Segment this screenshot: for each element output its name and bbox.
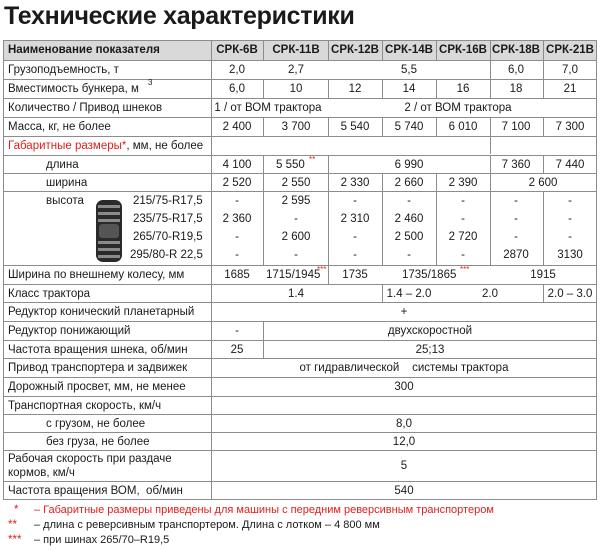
cell-value: 5,5 (401, 64, 417, 76)
grid-line (328, 117, 329, 136)
header-param: Наименование показателя (8, 44, 160, 56)
grid-line (211, 40, 212, 499)
cell-value: - (514, 231, 518, 243)
grid-line (3, 173, 597, 174)
grid-line (3, 98, 597, 99)
cell-value: 2.0 (482, 288, 498, 300)
grid-line (490, 191, 491, 265)
cell-value: 6,0 (508, 64, 524, 76)
row-label-empty: без груза, не более (46, 436, 150, 448)
grid-line (436, 191, 437, 265)
cell-value: - (568, 213, 572, 225)
cell-value: 1715/1945 (266, 269, 321, 281)
cell-value: 1735 (342, 269, 368, 281)
grid-line (3, 377, 597, 378)
cell-value: 5 540 (340, 121, 370, 133)
row-label-auger-speed: Частота вращения шнека, об/мин (8, 344, 188, 356)
row-label-conveyor: Привод транспортера и задвижек (8, 362, 188, 374)
tire-icon (96, 200, 122, 262)
cell-value: - (568, 195, 572, 207)
grid-line (382, 117, 383, 136)
header-model: СРК-18В (492, 44, 540, 56)
row-label-loaded: с грузом, не более (46, 418, 146, 430)
cell-value: 5 (400, 460, 408, 472)
grid-line (3, 136, 597, 137)
grid-line (3, 302, 597, 303)
tire-tread (98, 212, 120, 215)
cell-value: 5 550 (276, 159, 305, 171)
page-title: Технические характеристики (4, 2, 355, 30)
footnote-mark: * (121, 140, 127, 152)
grid-line (3, 414, 597, 415)
cell-value: 7 440 (555, 159, 585, 171)
grid-line (3, 340, 597, 341)
grid-line (543, 191, 544, 265)
grid-line (263, 117, 264, 136)
grid-line (436, 79, 437, 98)
cell-value: 2 550 (281, 177, 311, 189)
tire-tread (98, 241, 120, 244)
cell-value: - (407, 249, 411, 261)
grid-line (436, 40, 437, 60)
row-label-work-speed: Рабочая скорость при раздаче (8, 453, 172, 465)
grid-line (382, 79, 383, 98)
dims-label-rest: , мм, не более (126, 140, 204, 152)
header-model: СРК-21В (546, 44, 594, 56)
grid-line (3, 40, 4, 499)
header-model: СРК-11В (272, 44, 320, 56)
cell-value: 8,0 (396, 418, 412, 430)
cell-value: 18 (509, 83, 523, 95)
cell-value: - (235, 231, 239, 243)
cell-value: 300 (394, 381, 414, 393)
cell-value: 540 (394, 485, 414, 497)
cell-value: двухскоростной (387, 325, 473, 337)
row-label-width: ширина (46, 177, 88, 189)
cell-value: - (568, 231, 572, 243)
cell-value: - (294, 249, 298, 261)
cell-value: + (400, 306, 408, 318)
grid-line (328, 155, 329, 173)
grid-line (543, 60, 544, 98)
cell-value: 21 (563, 83, 577, 95)
tire-tread (98, 255, 120, 258)
cell-value: - (353, 231, 357, 243)
grid-line (490, 155, 491, 173)
cell-value: 3130 (557, 249, 583, 261)
grid-line (3, 79, 597, 80)
cell-value: - (235, 325, 239, 337)
cell-value: 6,0 (229, 83, 245, 95)
cell-value: 2 / от ВОМ трактора (404, 102, 512, 114)
grid-line (3, 40, 597, 41)
tire-size: 235/75-R17,5 (133, 213, 203, 225)
cell-value: 2 310 (340, 213, 370, 225)
row-label-tractor-class: Класс трактора (8, 288, 91, 300)
grid-line (490, 117, 491, 154)
grid-line (596, 40, 597, 499)
cell-value: 4 100 (222, 159, 252, 171)
grid-line (3, 117, 597, 118)
grid-line (543, 284, 544, 302)
tire-tread (98, 248, 120, 251)
grid-line (3, 396, 597, 397)
row-label-capacity: Грузоподъемность, т (8, 64, 119, 76)
cell-value: - (461, 213, 465, 225)
cell-value: 1735/1865 (402, 269, 457, 281)
cell-value: 25;13 (415, 344, 445, 356)
grid-line (543, 155, 544, 173)
footnote-mark: ** (309, 155, 316, 164)
tire-tread (98, 205, 120, 208)
cell-value: 12,0 (392, 436, 416, 448)
footnote-text: – Габаритные размеры приведены для машины с передним реверсивным транспортером (34, 504, 494, 516)
tire-size: 265/70-R19,5 (133, 231, 203, 243)
header-model: СРК-12В (331, 44, 379, 56)
grid-line (490, 173, 491, 191)
cell-value: 2 330 (340, 177, 370, 189)
cell-value: 7 100 (501, 121, 531, 133)
grid-line (3, 481, 597, 482)
superscript: 3 (148, 78, 153, 87)
cell-value: - (407, 195, 411, 207)
header-model: СРК-6В (216, 44, 258, 56)
cell-value: 1.4 – 2.0 (386, 288, 432, 300)
cell-value: 12 (348, 83, 362, 95)
cell-value: 2,7 (288, 64, 304, 76)
grid-line (3, 432, 597, 433)
row-label-pto: Частота вращения ВОМ, об/мин (8, 485, 183, 497)
grid-line (3, 60, 597, 61)
grid-line (382, 284, 383, 302)
grid-line (263, 321, 264, 358)
cell-value: 7,0 (562, 64, 578, 76)
grid-line (382, 191, 383, 265)
cell-value: 1915 (530, 269, 556, 281)
cell-value: 1 / от ВОМ трактора (214, 102, 322, 114)
footnote-mark: ** (8, 519, 17, 531)
grid-line (382, 173, 383, 191)
grid-line (436, 173, 437, 191)
cell-value: 2 500 (394, 231, 424, 243)
cell-value: 2 360 (222, 213, 252, 225)
grid-line (3, 155, 597, 156)
grid-line (328, 40, 329, 60)
cell-value: 1.4 (288, 288, 304, 300)
cell-value: 5 740 (394, 121, 424, 133)
grid-line (263, 155, 264, 265)
cell-value: 1685 (224, 269, 250, 281)
footnote-mark: *** (317, 265, 327, 274)
cell-value: 3 700 (281, 121, 311, 133)
cell-value: 7 300 (555, 121, 585, 133)
grid-line (263, 79, 264, 98)
row-label-planetary: Редуктор конический планетарный (8, 306, 195, 318)
row-label-drive: Количество / Привод шнеков (8, 102, 163, 114)
cell-value: 2 520 (222, 177, 252, 189)
cell-value: 6 990 (394, 159, 424, 171)
grid-line (543, 117, 544, 136)
row-label-wheel-width: Ширина по внешнему колесу, мм (8, 269, 185, 281)
grid-line (436, 117, 437, 136)
header-model: СРК-14В (385, 44, 433, 56)
footnote-mark: *** (8, 534, 22, 546)
cell-value: - (353, 249, 357, 261)
cell-value: 2 460 (394, 213, 424, 225)
row-label-mass: Масса, кг, не более (8, 121, 111, 133)
footnote-text: – длина с реверсивным транспортером. Длина с лотком – 4 800 мм (34, 519, 380, 531)
grid-line (543, 40, 544, 60)
cell-value: 10 (289, 83, 303, 95)
cell-value: от гидравлической системы трактора (299, 362, 509, 374)
tire-size: 215/75-R17,5 (133, 195, 203, 207)
grid-line (3, 499, 597, 500)
dims-label: Габаритные размеры (8, 140, 122, 152)
row-label-clearance: Дорожный просвет, мм, не менее (8, 381, 186, 393)
cell-value: - (235, 249, 239, 261)
cell-value: - (461, 249, 465, 261)
footnote-text: – при шинах 265/70–R19,5 (34, 534, 170, 546)
tire-tread (98, 219, 120, 222)
row-label-reducer: Редуктор понижающий (8, 325, 131, 337)
grid-line (3, 450, 597, 451)
cell-value: 6 010 (448, 121, 478, 133)
grid-line (3, 191, 597, 192)
grid-line (263, 40, 264, 60)
cell-value: 14 (402, 83, 416, 95)
tire-size: 295/80-R 22,5 (130, 249, 203, 261)
row-label-volume: Вместимость бункера, м (8, 83, 139, 95)
cell-value: 2 400 (222, 121, 252, 133)
cell-value: 2 600 (528, 177, 558, 189)
cell-value: 2 595 (281, 195, 311, 207)
row-label-length: длина (46, 159, 79, 171)
cell-value: 7 360 (501, 159, 531, 171)
header-model: СРК-16В (439, 44, 487, 56)
tire-rim (99, 224, 119, 238)
cell-value: 16 (456, 83, 470, 95)
row-label-transport: Транспортная скорость, км/ч (8, 400, 162, 412)
row-label-height: высота (46, 195, 84, 207)
cell-value: - (514, 195, 518, 207)
grid-line (328, 79, 329, 98)
grid-line (3, 265, 597, 266)
cell-value: 2870 (503, 249, 529, 261)
footnote-mark: *** (460, 265, 470, 274)
footnote-mark: * (14, 504, 19, 516)
cell-value: 2.0 – 3.0 (547, 288, 593, 300)
grid-line (3, 284, 597, 285)
row-label-dimensions (8, 139, 203, 153)
cell-value: 2 660 (394, 177, 424, 189)
cell-value: 2 720 (448, 231, 478, 243)
grid-line (3, 321, 597, 322)
cell-value: 2 600 (281, 231, 311, 243)
grid-line (3, 358, 597, 359)
cell-value: - (294, 213, 298, 225)
cell-value: - (235, 195, 239, 207)
cell-value: 2,0 (229, 64, 245, 76)
grid-line (382, 40, 383, 60)
grid-line (490, 60, 491, 98)
cell-value: 2 390 (448, 177, 478, 189)
cell-value: - (461, 195, 465, 207)
cell-value: - (353, 195, 357, 207)
grid-line (328, 173, 329, 284)
grid-line (490, 40, 491, 60)
cell-value: - (514, 213, 518, 225)
cell-value: 25 (230, 344, 244, 356)
row-label-work-speed-cont: кормов, км/ч (8, 467, 75, 479)
